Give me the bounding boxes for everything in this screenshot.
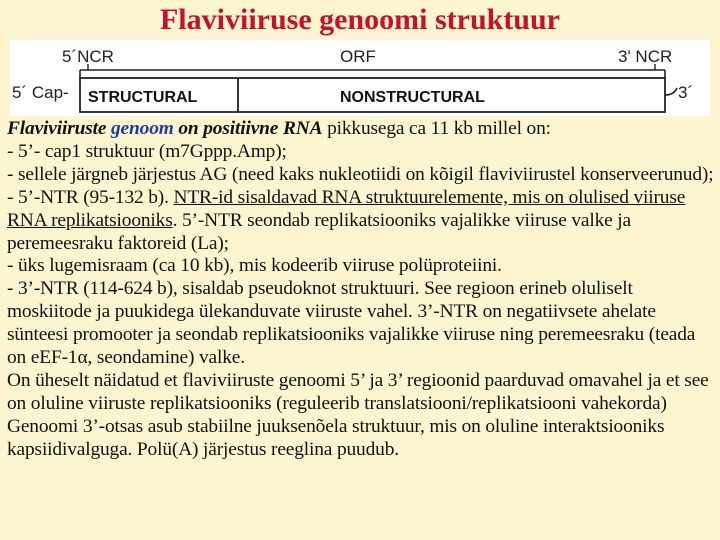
genome-diagram [10,40,710,116]
cap-label: 5´ Cap- [12,83,69,102]
intro-text-d: pikkusega ca 11 kb millel on: [322,118,551,139]
ntr3-suffix: , seondamine) valke. [87,347,245,369]
list-item-ag: - sellele järgneb järjestus AG (need kaks nukleotiidi on kõigil flaviviirustel konserveerunud); [7,163,714,185]
orf-label: ORF [340,47,376,66]
ntr3-text: - 3’-NTR (114-624 b), sisaldab pseudoknot struktuuri. See regioon erineb oluliselt moskiitode ja puukidega ülekanduvate viiruste vahel. 3’-NTR on negatiivsete ahelate sünteesi promooter ja seondab replikatsiooniks vajalikke viiruse ning peremeesraku (teada on eEF-1 [7,278,696,369]
list-item-3ntr [7,278,719,370]
intro-genoom: genoom [111,118,174,139]
ncr5-label: 5´NCR [62,47,114,66]
ntr5-suffix: . 5’-NTR seondab replikatsiooniks vajalikke viiruse valke ja peremeesraku faktoreid (La); [7,209,632,254]
nonstructural-label: NONSTRUCTURAL [340,89,485,106]
tail-3-curve [665,88,677,95]
paragraph-hairpin: Genoomi 3’-otsas asub stabiilne juuksenõela struktuur, mis on oluline interaktsiooniks kapsiidivalguga. Polü(A) järjestus reeglina puudub. [7,415,665,460]
list-item-5ntr [7,187,719,256]
structural-label: STRUCTURAL [88,89,198,106]
end3-label: 3´ [678,83,694,102]
body-text [7,118,719,462]
list-item-cap: - 5’- cap1 struktuur (m7Gppp.Amp); [7,140,287,162]
alpha-symbol: α [77,347,88,369]
intro-paragraph [7,118,719,141]
list-item-orf: - üks lugemisraam (ca 10 kb), mis kodeerib viiruse polüproteiini. [7,255,502,277]
page-title: Flaviviiruse genoomi struktuur [159,3,560,36]
ncr3-label: 3' NCR [618,47,673,66]
paragraph-pairing: On üheselt näidatud et flaviviiruste genoomi 5’ ja 3’ regioonid paarduvad omavahel ja et see on oluline viiruste replikatsiooniks (reguleerib translatsiooni/replikatsiooni vahekorda) [7,369,709,414]
intro-text-c: on positiivne RNA [173,118,323,139]
ntr5-prefix: - 5’-NTR (95-132 b). [7,186,174,208]
ntr-underlined: NTR-id sisaldavad RNA struktuurelemente, mis on olulised viiruse RNA replikatsiooniks [7,186,686,231]
intro-text-a: Flaviviiruste [7,118,112,139]
